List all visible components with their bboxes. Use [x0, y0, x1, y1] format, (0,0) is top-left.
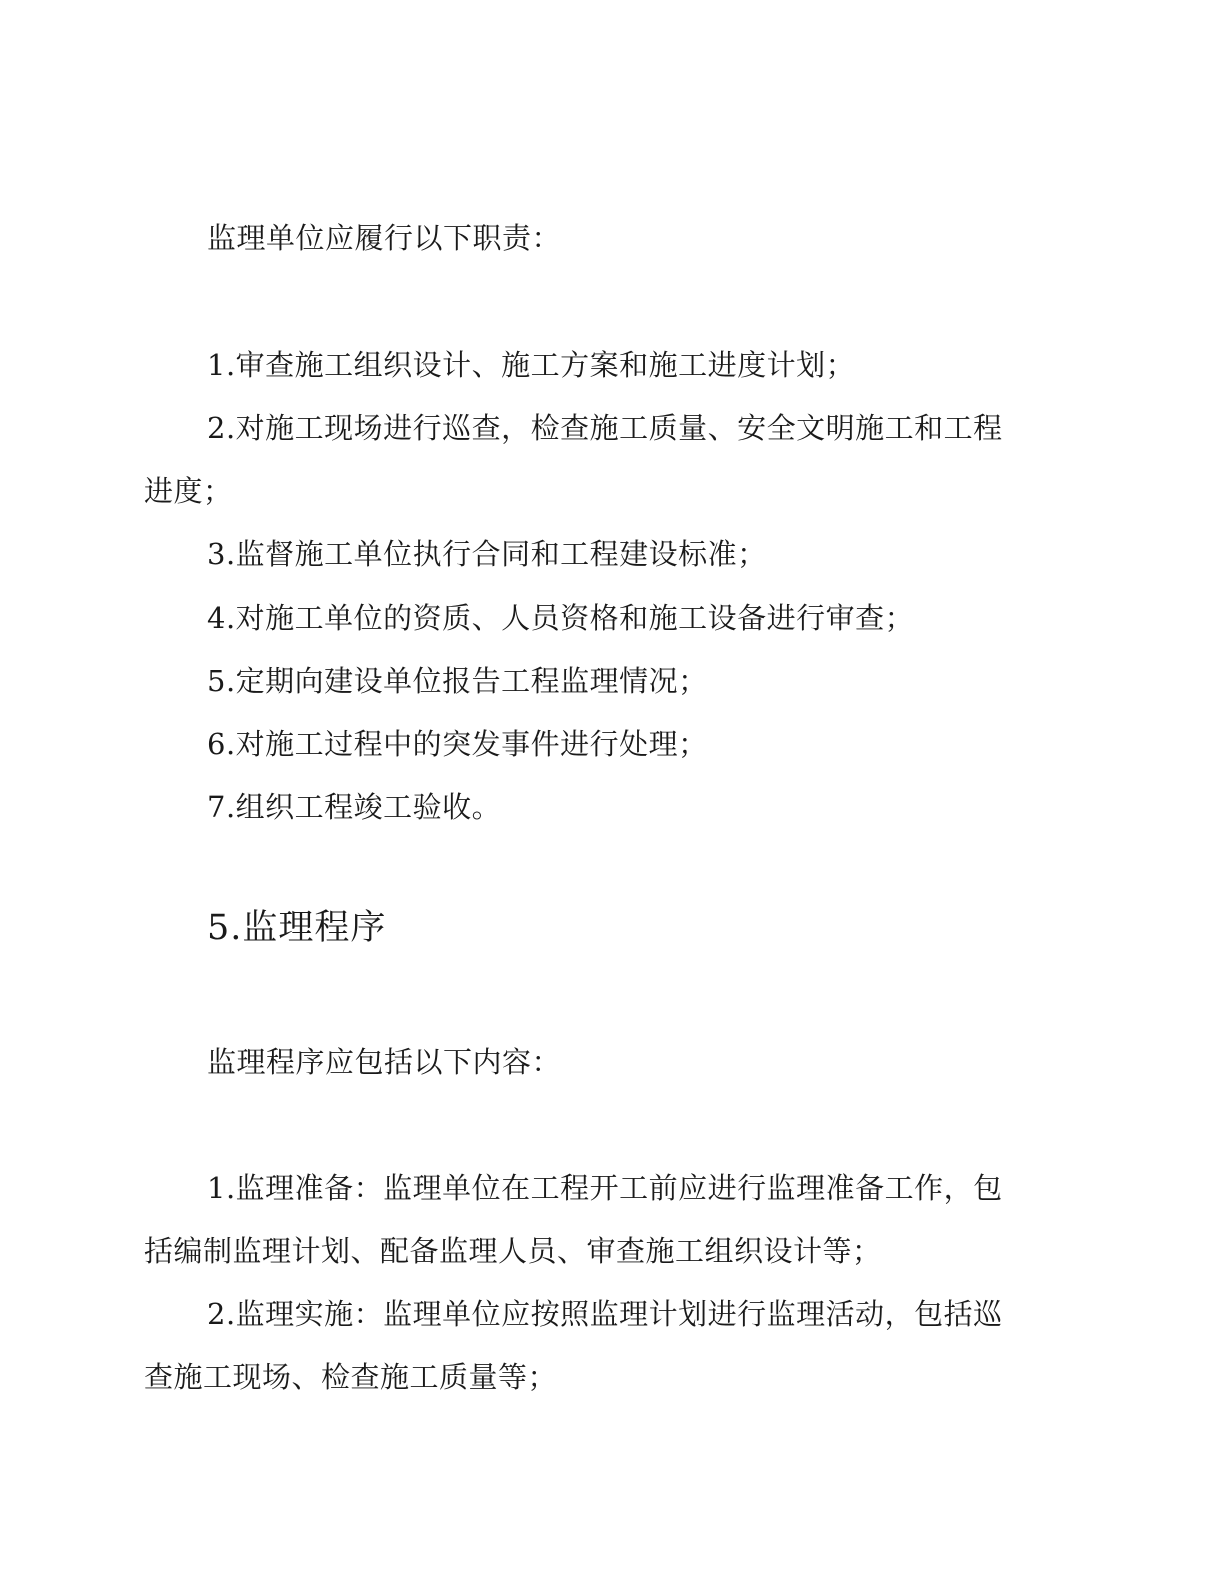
duty-item-2: 2.对施工现场进行巡查，检查施工质量、安全文明施工和工程 [207, 411, 1003, 445]
duty-item-6: 6.对施工过程中的突发事件进行处理； [207, 727, 708, 761]
duty-item-5: 5.定期向建设单位报告工程监理情况； [207, 664, 708, 698]
procedure-item-1-continued: 括编制监理计划、配备监理人员、审查施工组织设计等； [144, 1234, 882, 1268]
procedure-item-1: 1.监理准备：监理单位在工程开工前应进行监理准备工作，包 [207, 1171, 1003, 1205]
procedure-item-2-continued: 查施工现场、检查施工质量等； [144, 1360, 558, 1394]
procedure-intro: 监理程序应包括以下内容： [207, 1045, 562, 1079]
duty-item-3: 3.监督施工单位执行合同和工程建设标准； [207, 537, 767, 571]
duty-item-7: 7.组织工程竣工验收。 [207, 790, 502, 824]
duty-item-2-continued: 进度； [144, 474, 233, 508]
duty-item-1: 1.审查施工组织设计、施工方案和施工进度计划； [207, 348, 856, 382]
section-heading: 5.监理程序 [207, 908, 387, 948]
duties-intro: 监理单位应履行以下职责： [207, 221, 562, 255]
duty-item-4: 4.对施工单位的资质、人员资格和施工设备进行审查； [207, 601, 915, 635]
procedure-item-2: 2.监理实施：监理单位应按照监理计划进行监理活动，包括巡 [207, 1297, 1003, 1331]
